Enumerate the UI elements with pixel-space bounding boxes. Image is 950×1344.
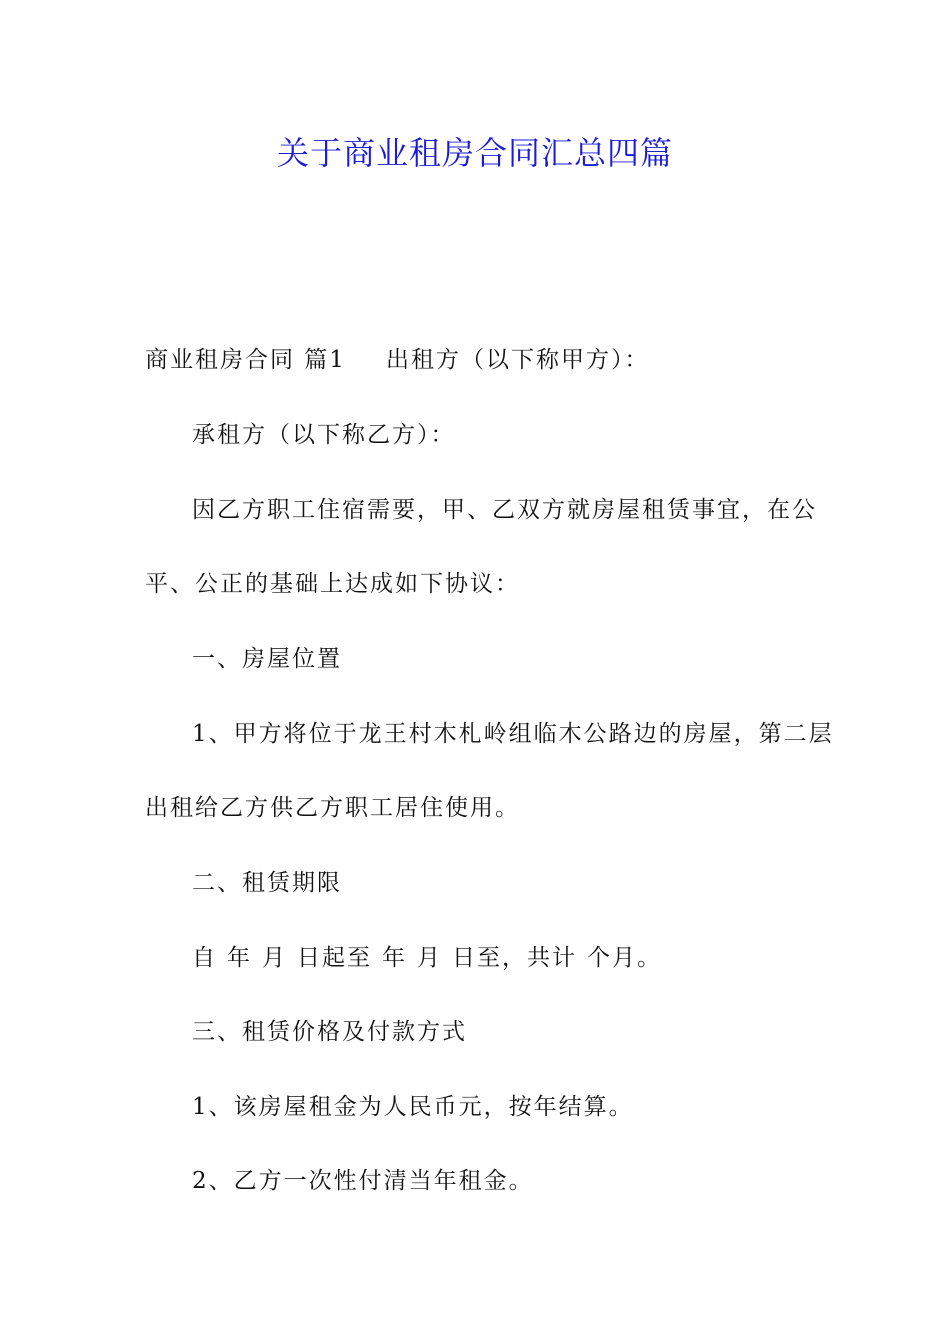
term-year-start: 年 <box>227 945 252 971</box>
clause-3-2: 2、乙方一次性付清当年租金。 <box>192 1168 534 1194</box>
intro-line <box>145 340 825 380</box>
term-months: 个月。 <box>587 945 662 971</box>
document-title: 关于商业租房合同汇总四篇 <box>276 134 673 172</box>
purpose-paragraph-line2: 平、公正的基础上达成如下协议： <box>145 571 520 597</box>
section-heading-location: 一、房屋位置 <box>192 646 342 672</box>
clause-1-1-line2: 出租给乙方供乙方职工居住使用。 <box>145 795 520 821</box>
clause-3-1: 1、该房屋租金为人民币元，按年结算。 <box>192 1094 634 1120</box>
term-day-start: 日起至 <box>297 945 372 971</box>
purpose-paragraph-line1: 因乙方职工住宿需要，甲、乙双方就房屋租赁事宜，在公 <box>192 497 817 523</box>
lessee-label: 承租方（以下称乙方）： <box>192 422 456 448</box>
section-label: 商业租房合同 篇1 <box>145 347 346 373</box>
clause-1-1-line1: 1、甲方将位于龙王村木札岭组临木公路边的房屋，第二层 <box>192 721 834 747</box>
term-day-end: 日至，共计 <box>452 945 577 971</box>
term-line <box>192 938 872 978</box>
term-year-end: 年 <box>382 945 407 971</box>
term-from: 自 <box>192 945 217 971</box>
term-month-start: 月 <box>262 945 287 971</box>
lessor-label: 出租方（以下称甲方）： <box>385 347 650 373</box>
section-heading-price: 三、租赁价格及付款方式 <box>192 1019 467 1045</box>
section-heading-term: 二、租赁期限 <box>192 870 342 896</box>
term-month-end: 月 <box>417 945 442 971</box>
